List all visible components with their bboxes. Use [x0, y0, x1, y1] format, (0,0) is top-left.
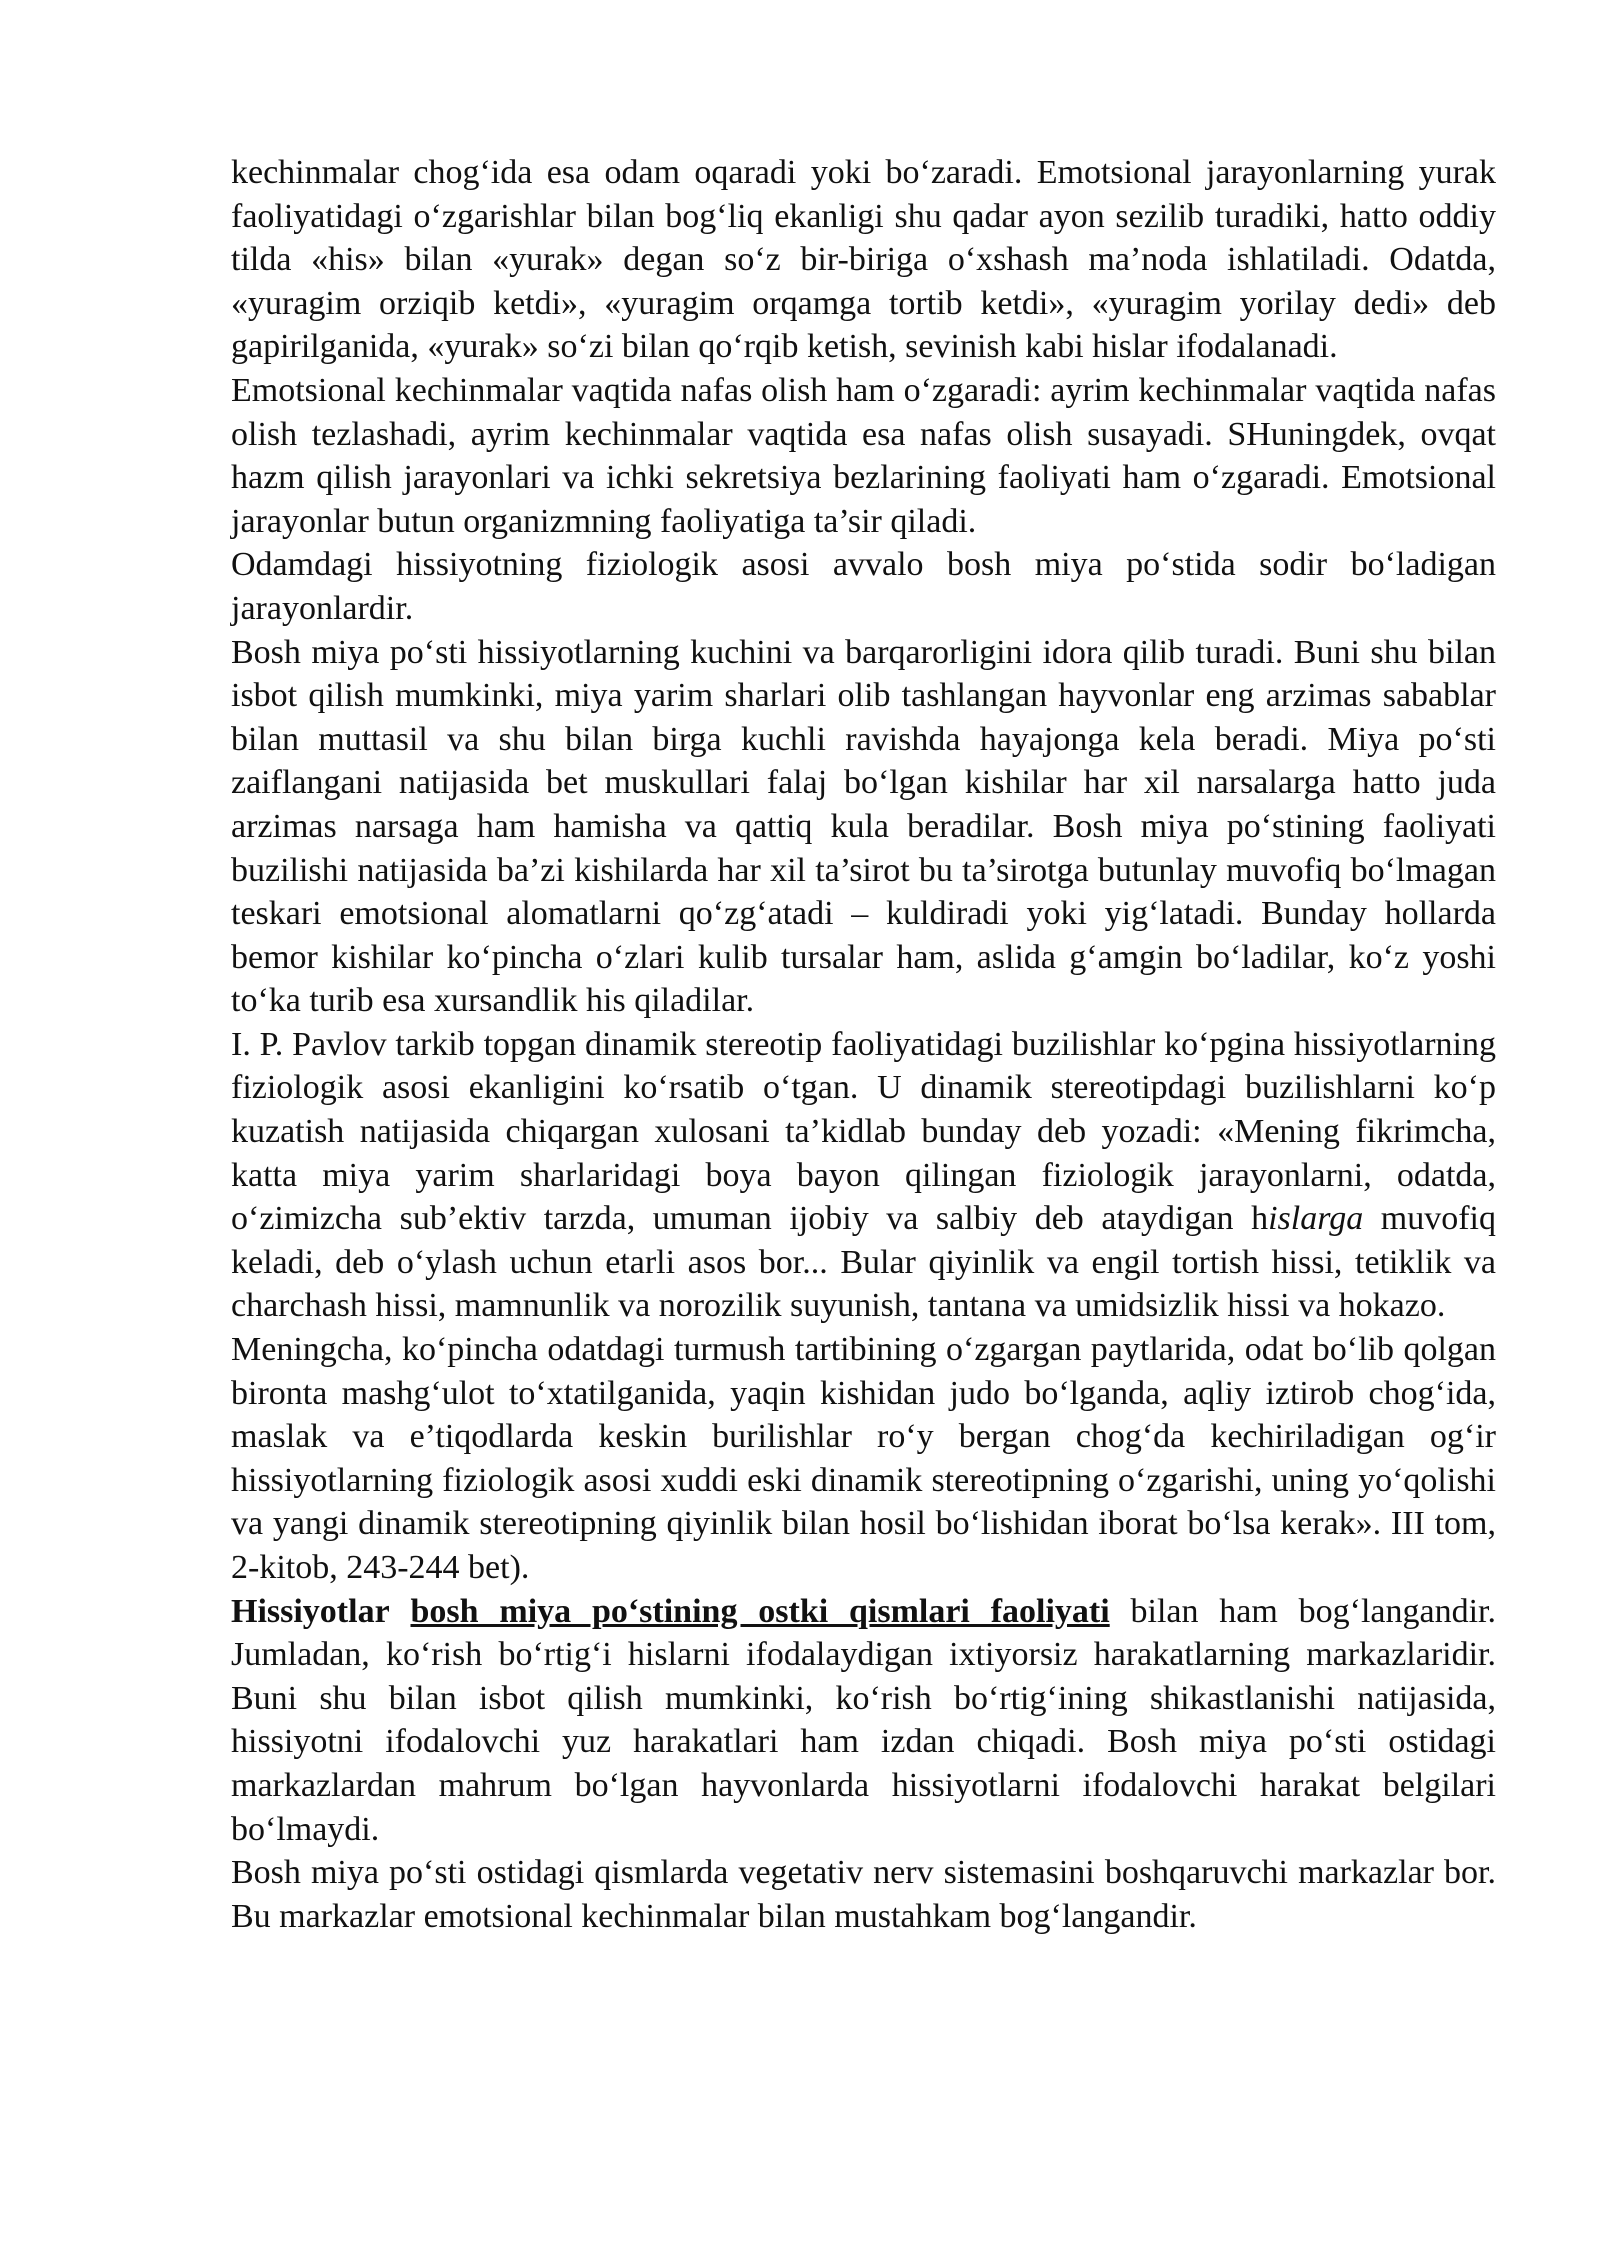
paragraph-vegetative: Bosh miya po‘sti ostidagi qismlarda vegetativ nerv sistemasini boshqaruvchi markazlar bor. Bu markazlar emotsional kechinmalar bilan mustahkam bog‘langandir. — [231, 1854, 1496, 1935]
subcortex-bold-term: Hissiyotlar — [231, 1592, 390, 1630]
pavlov-text-end: muvofiq keladi, deb o‘ylash uchun etarli asos bor... Bular qiyinlik va engil tortish hissi, tetiklik va charchash hissi, mamnunlik va norozilik suyunish, tantana va umidsizlik hissi va hokazo. — [231, 1200, 1496, 1325]
paragraph-breathing: Emotsional kechinmalar vaqtida nafas olish ham o‘zgaradi: ayrim kechinmalar vaqtida nafas olish tezlashadi, ayrim kechinmalar vaqtida esa nafas olish susayadi. SHuningdek, ovqat hazm qilish jarayonlari va ichki sekretsiya bezlarining faoliyati ham o‘zgaradi. Emotsional jarayonlar butun organizmning faoliyatiga ta’sir qiladi. — [231, 371, 1496, 540]
paragraph-pavlov — [231, 1023, 1496, 1328]
paragraph-brain-cortex: Bosh miya po‘sti hissiyotlarning kuchini va barqarorligini idora qilib turadi. Buni shu bilan isbot qilish mumkinki, miya yarim sharlari olib tashlangan hayvonlar eng arzimas sabablar bilan muttasil va shu bilan birga kuchli ravishda hayajonga kela beradi. Miya po‘sti zaiflangani natijasida bet muskullari falaj bo‘lgan kishilar har xil narsalarga hatto juda arzimas narsaga ham hamisha va qattiq kula beradilar. Bosh miya po‘stining faoliyati buzilishi natijasida ba’zi kishilarda har xil ta’sirot bu ta’sirotga butunlay muvofiq bo‘lmagan teskari emotsional alomatlarni qo‘zg‘atadi – kuldiradi yoki yig‘latadi. Bunday hollarda bemor kishilar ko‘pincha o‘zlari kulib tursalar ham, aslida g‘amgin bo‘ladilar, ko‘z yoshi to‘ka turib esa xursandlik his qiladilar. — [231, 633, 1496, 1020]
pavlov-italic-word: islarga — [1268, 1200, 1364, 1238]
document-body — [231, 151, 1496, 1938]
paragraph-subcortex — [231, 1590, 1496, 1852]
paragraph-physiological-basis: Odamdagi hissiyotning fiziologik asosi avvalo bosh miya po‘stida sodir bo‘ladigan jarayonlardir. — [231, 546, 1496, 627]
subcortex-text: bilan ham bog‘langandir. Jumladan, ko‘rish bo‘rtig‘i hislarni ifodalaydigan ixtiyorsiz harakatlarning markazlaridir. Buni shu bilan isbot qilish mumkinki, ko‘rish bo‘rtig‘ining shikastlanishi natijasida, hissiyotni ifodalovchi yuz harakatlari ham izdan chiqadi. Bosh miya po‘sti ostidagi markazlardan mahrum bo‘lgan hayvonlarda hissiyotlarni ifodalovchi harakat belgilari bo‘lmaydi. — [231, 1592, 1496, 1848]
pavlov-text-start: I. P. Pavlov tarkib topgan dinamik stereotip faoliyatidagi buzilishlar ko‘pgina hissiyotlarning fiziologik asosi ekanligini ko‘rsatib o‘tgan. U dinamik stereotipdagi buzilishlarni ko‘p kuzatish natijasida chiqargan xulosani ta’kidlab bunday deb yozadi: «Mening fikrimcha, katta miya yarim sharlaridagi boya bayon qilingan fiziologik jarayonlarni, odatda, o‘zimizcha sub’ektiv tarzda, umuman ijobiy va salbiy deb ataydigan h — [231, 1025, 1496, 1238]
subcortex-bold-underlined-term: bosh miya po‘stining ostki qismlari faoliyati — [410, 1592, 1110, 1630]
paragraph-stereotype: Meningcha, ko‘pincha odatdagi turmush tartibining o‘zgargan paytlarida, odat bo‘lib qolgan bironta mashg‘ulot to‘xtatilganida, yaqin kishidan judo bo‘lganda, aqliy iztirob chog‘ida, maslak va e’tiqodlarda keskin burilishlar ro‘y bergan chog‘da kechiriladigan og‘ir hissiyotlarning fiziologik asosi xuddi eski dinamik stereotipning o‘zgarishi, uning yo‘qolishi va yangi dinamik stereotipning qiyinlik bilan hosil bo‘lishidan iborat bo‘lsa kerak». III tom, 2-kitob, 243-244 bet). — [231, 1331, 1496, 1586]
paragraph-heart-emotions: kechinmalar chog‘ida esa odam oqaradi yoki bo‘zaradi. Emotsional jarayonlarning yurak faoliyatidagi o‘zgarishlar bilan bog‘liq ekanligi shu qadar ayon sezilib turadiki, hatto oddiy tilda «his» bilan «yurak» degan so‘z bir-biriga o‘xshash ma’noda ishlatiladi. Odatda, «yuragim orziqib ketdi», «yuragim orqamga tortib ketdi», «yuragim yorilay dedi» deb gapirilganida, «yurak» so‘zi bilan qo‘rqib ketish, sevinish kabi hislar ifodalanadi. — [231, 154, 1496, 366]
